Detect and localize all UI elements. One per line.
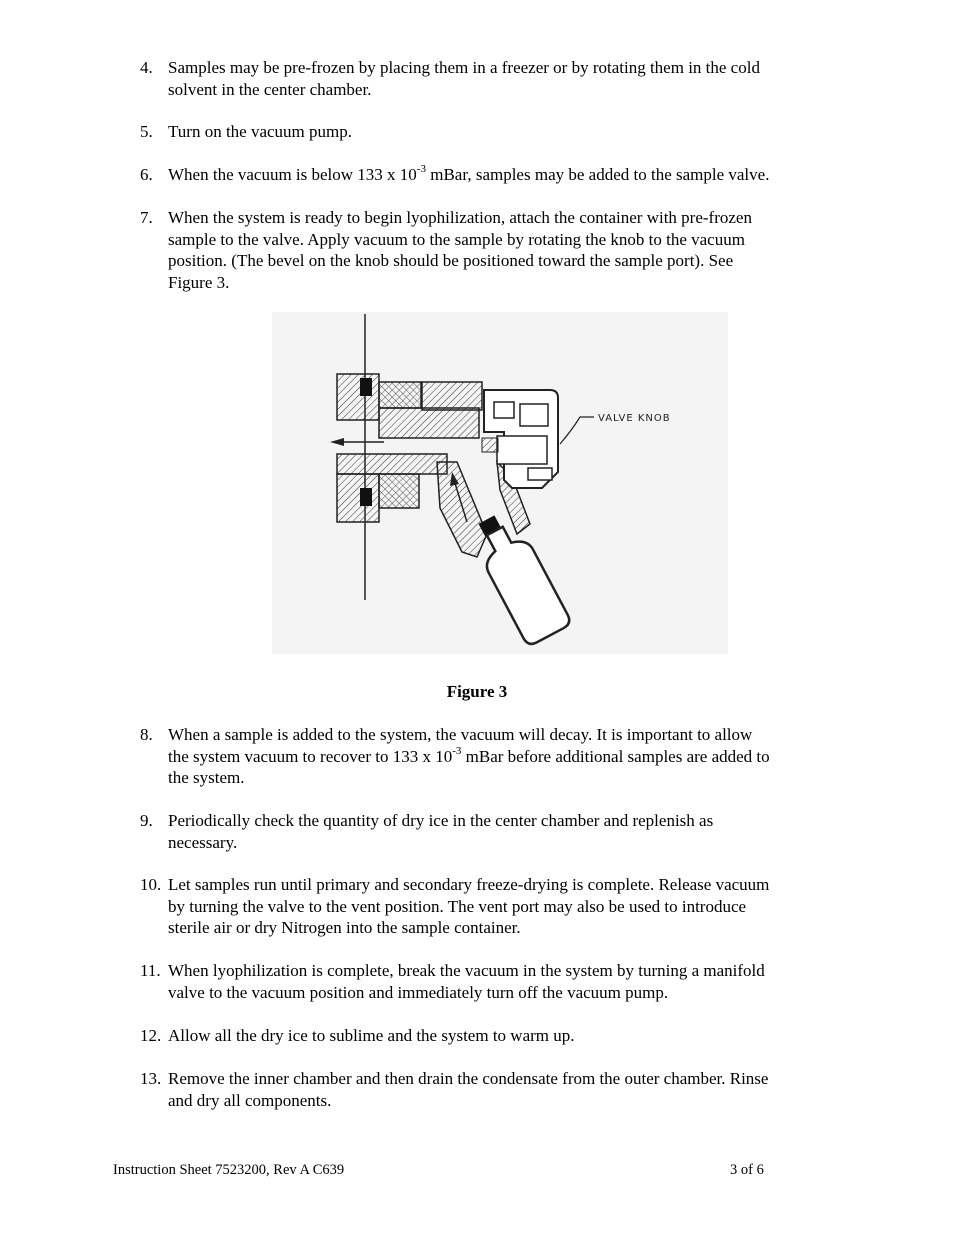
step-text: When the system is ready to begin lyophilization, attach the container with pre-frozen sample to the valve. Apply vacuum to the sample by rotating the knob to the vacuum position. (The bevel on the knob should be positioned toward the sample port). See Figure 3. <box>168 208 752 292</box>
step-number: 11. <box>140 961 161 980</box>
figure-caption: Figure 3 <box>446 682 508 701</box>
figure-3-valve-diagram <box>272 312 728 654</box>
step-number: 5. <box>140 122 153 141</box>
step-text: When the vacuum is below 133 x $10^{-3}$ mBar, samples may be added to the sample valve. <box>168 163 770 184</box>
step-text: When a sample is added to the system, the vacuum will decay. It is important to allow the system vacuum to recover to 133 x $10^{-3}$ mBar before additional samples are added to the system. <box>168 725 770 788</box>
step-text: When lyophilization is complete, break the vacuum in the system by turning a manifold valve to the vacuum position and immediately turn off the vacuum pump. <box>168 961 765 1002</box>
step-number: 10. <box>140 875 162 894</box>
step-number: 9. <box>140 811 153 830</box>
footer-document-id: Instruction Sheet 7523200, Rev A C639 <box>113 1162 345 1178</box>
step-text: Remove the inner chamber and then drain the condensate from the outer chamber. Rinse and dry all components. <box>168 1069 769 1110</box>
step-number: 6. <box>140 165 153 184</box>
valve-knob-label: VALVE KNOB <box>598 413 671 424</box>
step-number: 13. <box>140 1069 162 1088</box>
step-number: 4. <box>140 58 153 77</box>
step-text: Allow all the dry ice to sublime and the system to warm up. <box>168 1026 575 1045</box>
step-number: 8. <box>140 725 153 744</box>
step-number: 12. <box>140 1026 162 1045</box>
step-text: Periodically check the quantity of dry ice in the center chamber and replenish as necessary. <box>168 811 714 852</box>
step-text: Samples may be pre-frozen by placing them in a freezer or by rotating them in the cold solvent in the center chamber. <box>168 58 760 99</box>
step-text: Let samples run until primary and secondary freeze-drying is complete. Release vacuum by turning the valve to the vent position. The vent port may also be used to introduce sterile air or dry Nitrogen into the sample container. <box>168 875 770 938</box>
step-text: Turn on the vacuum pump. <box>168 122 353 141</box>
step-number: 7. <box>140 208 153 227</box>
valve-diagram <box>272 312 728 654</box>
footer-page-number: 3 of 6 <box>730 1162 764 1178</box>
